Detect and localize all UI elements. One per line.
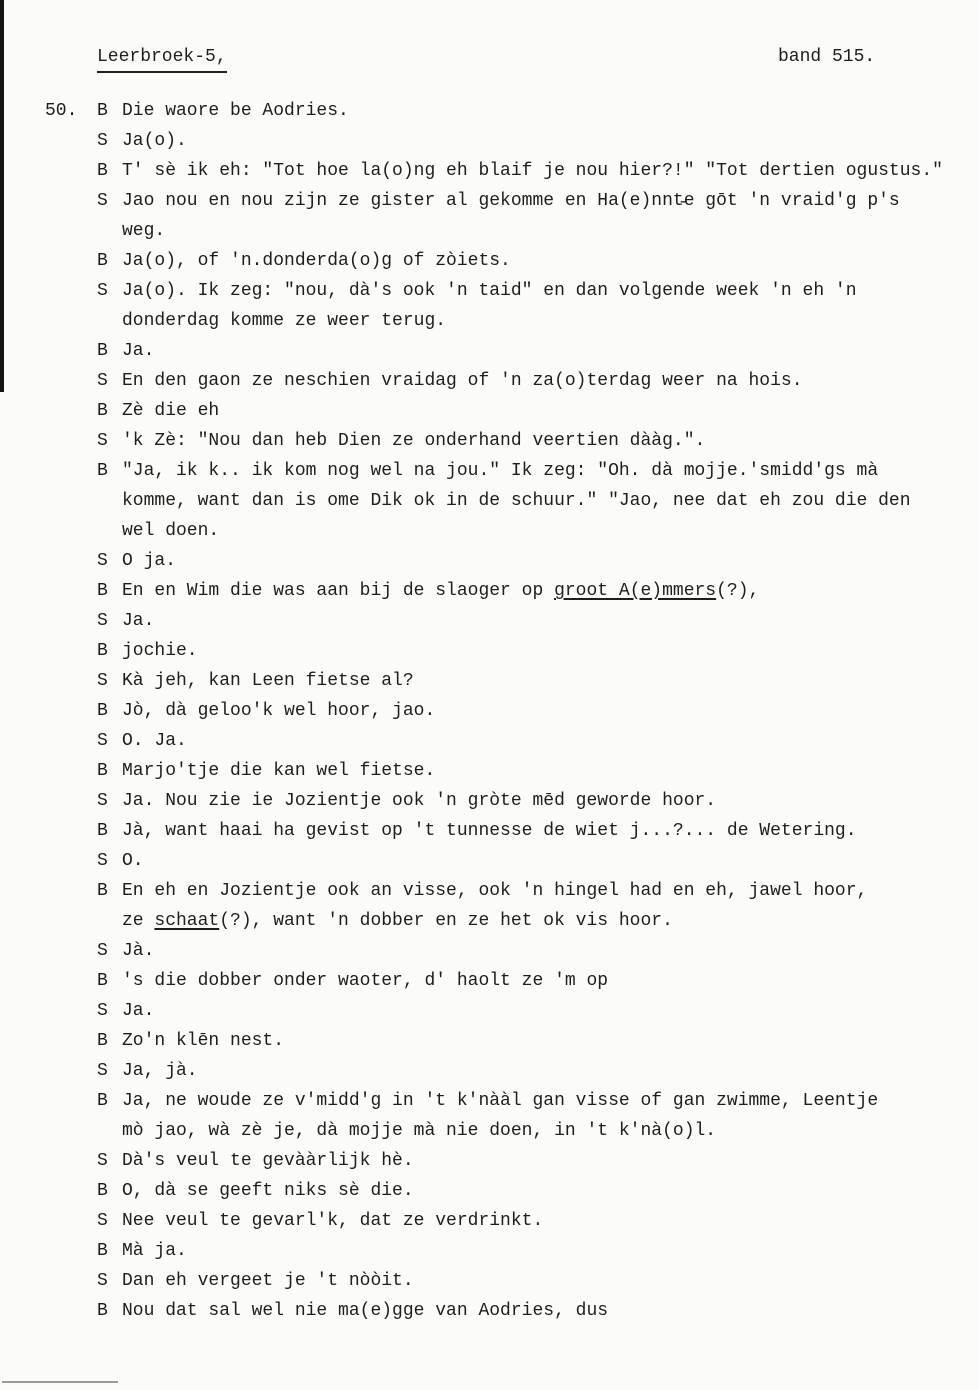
speaker-label: S [97, 671, 108, 691]
line-text [122, 1241, 187, 1261]
speaker-label: S [97, 1061, 108, 1081]
line-text [122, 1301, 608, 1321]
transcript-line [97, 786, 957, 816]
speaker-label: S [97, 191, 108, 211]
transcript-line [97, 456, 957, 486]
speaker-label: S [97, 551, 108, 571]
line-text [122, 161, 943, 181]
text-segment: Ja, ne woude ze v'midd'g in 't k'nààl gan visse of gan zwimme, Leentje [122, 1091, 879, 1111]
transcript-line [97, 516, 957, 546]
transcript-line [97, 756, 957, 786]
line-text [122, 1151, 414, 1171]
speaker-label: S [97, 281, 108, 301]
line-text [122, 791, 716, 811]
line-text [122, 971, 608, 991]
line-text [122, 311, 446, 331]
line-text [122, 911, 673, 931]
line-text [122, 1061, 198, 1081]
speaker-label: B [97, 881, 108, 901]
line-text [122, 341, 154, 361]
text-segment: O. [122, 851, 144, 871]
line-text [122, 1211, 543, 1231]
text-segment: O ja. [122, 551, 177, 571]
text-segment: weg. [122, 221, 166, 241]
text-segment: Ja. [122, 341, 155, 361]
text-segment: Ja, jà. [122, 1061, 198, 1081]
transcript-line [97, 576, 957, 606]
line-text [122, 761, 435, 781]
text-segment: Ja. [122, 611, 155, 631]
line-text [122, 881, 867, 901]
speaker-label: S [97, 1211, 108, 1231]
speaker-label: B [97, 821, 108, 841]
transcript-line [97, 636, 957, 666]
text-segment: Mà ja. [122, 1241, 187, 1261]
transcript-line [97, 666, 957, 696]
text-segment: O. Ja. [122, 731, 187, 751]
speaker-label: S [97, 431, 108, 451]
transcript-line [97, 876, 957, 906]
speaker-label: B [97, 761, 108, 781]
speaker-label: S [97, 1271, 108, 1291]
transcript-line [97, 816, 957, 846]
transcript-line [97, 1296, 957, 1326]
line-text [122, 491, 911, 511]
text-segment: ze [122, 911, 155, 931]
text-segment: Zè die eh [122, 401, 220, 421]
text-segment: "Ja, ik k.. ik kom nog wel na jou." Ik zeg: "Oh. dà mojje.'smidd'gs mà [122, 461, 879, 481]
line-text [122, 611, 154, 631]
transcript-line [97, 846, 957, 876]
speaker-label: B [97, 461, 108, 481]
transcript-line [97, 186, 957, 216]
transcript-line [97, 726, 957, 756]
speaker-label: B [97, 1031, 108, 1051]
speaker-label: S [97, 731, 108, 751]
line-text [122, 551, 176, 571]
transcript-line [97, 1146, 957, 1176]
transcript-line [97, 246, 957, 276]
transcript-line [97, 1206, 957, 1236]
text-segment: groot A(e)mmers [554, 581, 717, 601]
transcript [97, 96, 957, 1326]
text-segment: Ja(o). Ik zeg: "nou, dà's ook 'n taid" en dan volgende week 'n eh 'n [122, 281, 857, 301]
line-text [122, 131, 187, 151]
line-text [122, 101, 349, 121]
scan-mark-artifact [2, 1381, 118, 1383]
speaker-label: S [97, 1001, 108, 1021]
text-segment: donderdag komme ze weer terug. [122, 311, 447, 331]
text-segment: En den gaon ze neschien vraidag of 'n za(o)terdag weer na hois. [122, 371, 803, 391]
text-segment: mò jao, wà zè je, dà mojje mà nie doen, in 't k'nà(o)l. [122, 1121, 717, 1141]
line-text [122, 1181, 414, 1201]
section-number: 50. [45, 101, 78, 121]
line-text [122, 281, 857, 301]
transcript-line [97, 1026, 957, 1056]
line-text [122, 371, 803, 391]
line-text [122, 1091, 878, 1111]
speaker-label: S [97, 131, 108, 151]
line-text [122, 251, 511, 271]
transcript-line [97, 96, 957, 126]
speaker-label: B [97, 341, 108, 361]
transcript-line [97, 1236, 957, 1266]
line-text [122, 191, 900, 211]
line-text [122, 221, 165, 241]
speaker-label: B [97, 701, 108, 721]
line-text [122, 701, 435, 721]
speaker-label: B [97, 1241, 108, 1261]
speaker-label: S [97, 941, 108, 961]
line-text [122, 731, 187, 751]
text-segment: jochie. [122, 641, 198, 661]
speaker-label: B [97, 971, 108, 991]
transcript-line [97, 996, 957, 1026]
header-title: Leerbroek-5, [97, 44, 227, 73]
transcript-line [97, 486, 957, 516]
line-text [122, 431, 705, 451]
speaker-label: B [97, 161, 108, 181]
speaker-label: B [97, 1301, 108, 1321]
text-segment: O, dà se geeft niks sè die. [122, 1181, 414, 1201]
header-band-number: band 515. [778, 47, 876, 67]
transcript-line [97, 216, 957, 246]
transcript-line [97, 1176, 957, 1206]
text-segment: Jò, dà geloo'k wel hoor, jao. [122, 701, 436, 721]
speaker-label: B [97, 1091, 108, 1111]
speaker-label: S [97, 611, 108, 631]
transcript-line [97, 1086, 957, 1116]
speaker-label: B [97, 401, 108, 421]
line-text [122, 941, 154, 961]
text-segment: En en Wim die was aan bij de slaoger op [122, 581, 555, 601]
speaker-label: S [97, 371, 108, 391]
transcript-line [97, 936, 957, 966]
text-segment: Jao nou en nou zijn ze gister al gekomme en Ha(e)nnt̵e gōt 'n vraid'g p's [122, 191, 900, 211]
transcript-line [97, 366, 957, 396]
transcript-line [97, 336, 957, 366]
text-segment: (?), want 'n dobber en ze het ok vis hoor. [219, 911, 673, 931]
text-segment: (?), [716, 581, 760, 601]
line-text [122, 1001, 154, 1021]
transcript-line [97, 306, 957, 336]
text-segment: Jà, want haai ha gevist op 't tunnesse de wiet j...?... de Wetering. [122, 821, 857, 841]
text-segment: komme, want dan is ome Dik ok in de schuur." "Jao, nee dat eh zou die den [122, 491, 911, 511]
speaker-label: S [97, 791, 108, 811]
text-segment: Nou dat sal wel nie ma(e)gge van Aodries, dus [122, 1301, 609, 1321]
text-segment: Dà's veul te gevààrlijk hè. [122, 1151, 414, 1171]
transcript-line [97, 606, 957, 636]
line-text [122, 581, 759, 601]
line-text [122, 1271, 414, 1291]
line-text [122, 1031, 284, 1051]
text-segment: 'k Zè: "Nou dan heb Dien ze onderhand veertien dààg.". [122, 431, 706, 451]
line-text [122, 1121, 716, 1141]
speaker-label: S [97, 1151, 108, 1171]
text-segment: Ja. [122, 1001, 155, 1021]
text-segment: Ja(o), of 'n.donderda(o)g of zòiets. [122, 251, 511, 271]
text-segment: Dan eh vergeet je 't nòòit. [122, 1271, 414, 1291]
transcript-line [97, 1266, 957, 1296]
text-segment: Kà jeh, kan Leen fietse al? [122, 671, 414, 691]
text-segment: T' sè ik eh: "Tot hoe la(o)ng eh blaif je nou hier?!" "Tot dertien ogustus." [122, 161, 943, 181]
speaker-label: B [97, 101, 108, 121]
speaker-label: S [97, 851, 108, 871]
text-segment: Jà. [122, 941, 155, 961]
transcript-line [97, 1116, 957, 1146]
line-text [122, 641, 198, 661]
line-text [122, 851, 144, 871]
line-text [122, 821, 857, 841]
text-segment: wel doen. [122, 521, 220, 541]
speaker-label: B [97, 251, 108, 271]
transcript-line [97, 396, 957, 426]
text-segment: schaat [154, 911, 220, 931]
line-text [122, 671, 414, 691]
text-segment: Nee veul te gevarl'k, dat ze verdrinkt. [122, 1211, 544, 1231]
line-text [122, 401, 219, 421]
text-segment: Ja(o). [122, 131, 187, 151]
line-text [122, 521, 219, 541]
transcript-line [97, 426, 957, 456]
scan-edge-artifact [0, 0, 4, 392]
text-segment: Ja. Nou zie ie Jozientje ook 'n gròte mēd geworde hoor. [122, 791, 717, 811]
transcript-line [97, 1056, 957, 1086]
transcript-line [97, 696, 957, 726]
transcript-line [97, 966, 957, 996]
text-segment: Die waore be Aodries. [122, 101, 349, 121]
transcript-line [97, 156, 957, 186]
speaker-label: B [97, 641, 108, 661]
speaker-label: B [97, 1181, 108, 1201]
text-segment: En eh en Jozientje ook an visse, ook 'n hingel had en eh, jawel hoor, [122, 881, 868, 901]
text-segment: Zo'n klēn nest. [122, 1031, 285, 1051]
line-text [122, 461, 878, 481]
text-segment: Marjo'tje die kan wel fietse. [122, 761, 436, 781]
text-segment: 's die dobber onder waoter, d' haolt ze 'm op [122, 971, 609, 991]
transcript-line [97, 276, 957, 306]
speaker-label: B [97, 581, 108, 601]
transcript-line [97, 546, 957, 576]
transcript-line [97, 906, 957, 936]
transcript-line [97, 126, 957, 156]
